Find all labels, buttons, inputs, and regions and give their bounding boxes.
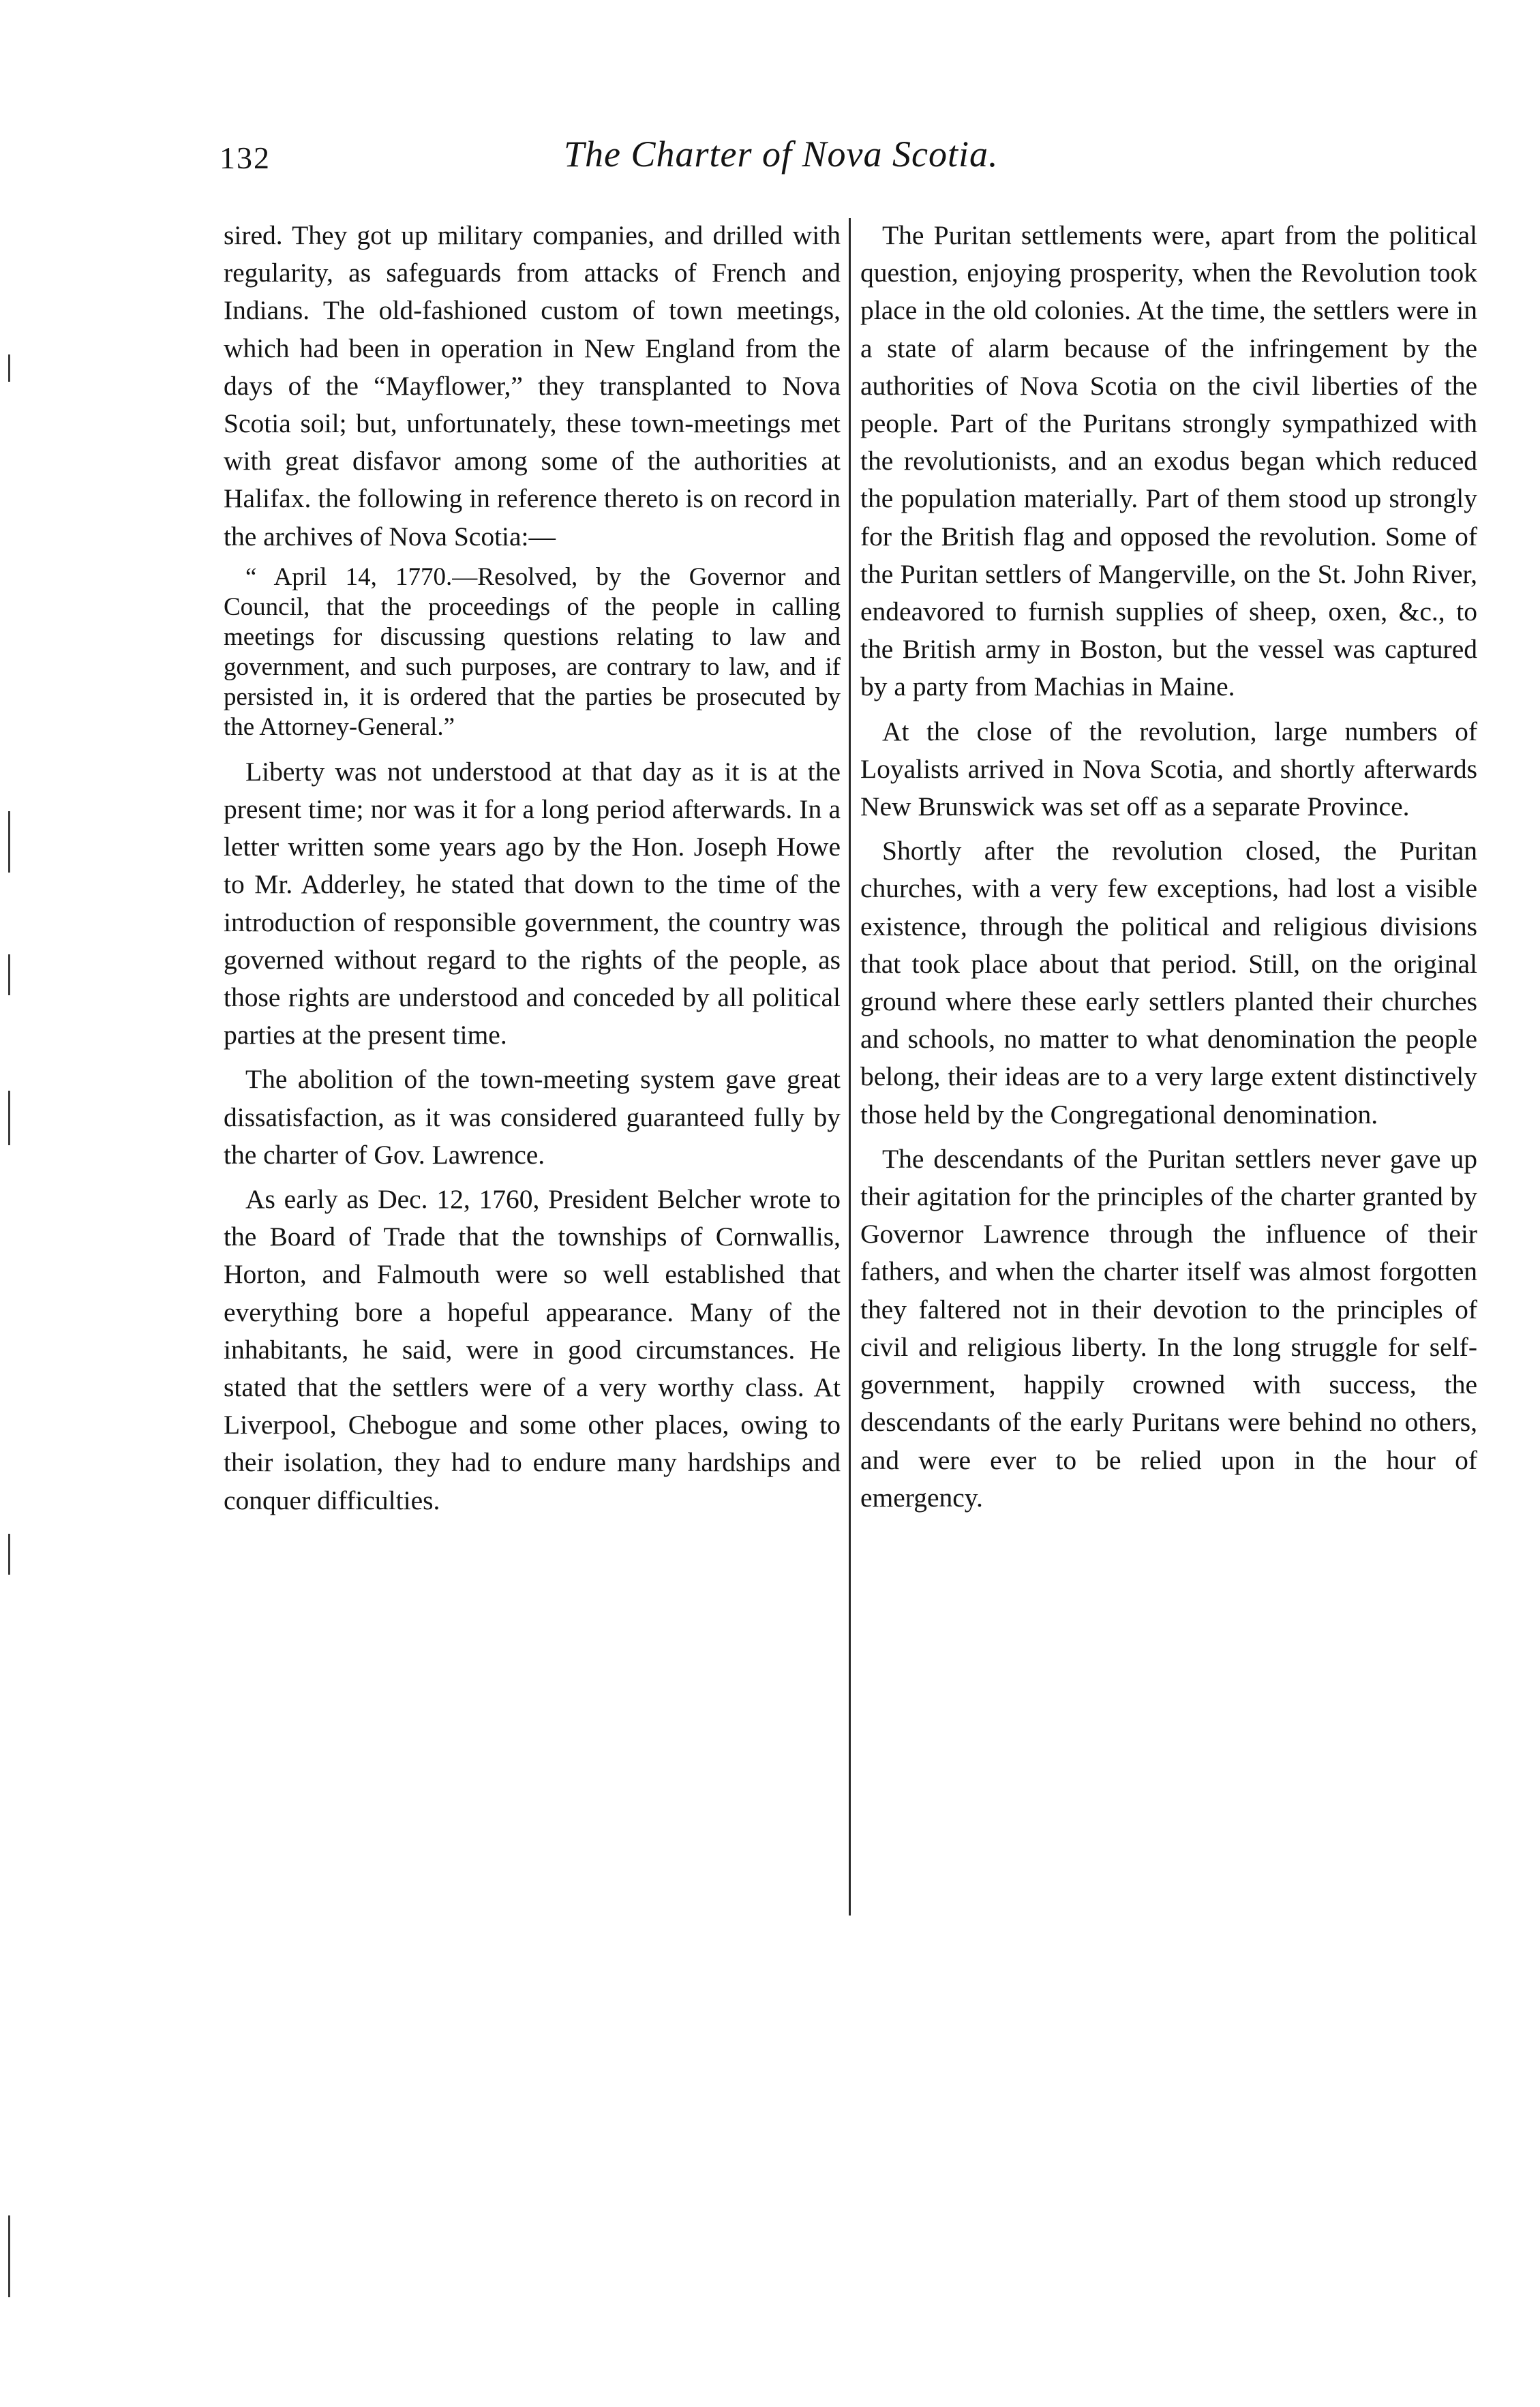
page-number: 132 xyxy=(220,140,271,175)
right-column xyxy=(860,217,1477,1524)
left-column xyxy=(224,217,841,1526)
paragraph: The Puritan settlements were, apart from the political question, enjoying prosperity, when the Revolution took place in the old colonies. At the time, the settlers were in a state of alarm because of the infringement by the authorities of Nova Scotia on the civil liberties of the people. Part of the Puritans strongly sympathized with the revolutionists, and an exodus began which reduced the population materially. Part of them stood up strongly for the British flag and opposed the revolution. Some of the Puritan settlers of Mangerville, on the St. John River, endeavored to furnish supplies of sheep, oxen, &c., to the British army in Boston, but the vessel was captured by a party from Machias in Maine. xyxy=(860,220,1477,702)
paragraph: sired. They got up military companies, and drilled with regularity, as safeguards from attacks of French and Indians. The old-fashioned custom of town meetings, which had been in operation in New England from the days of the “Mayflower,” they transplanted to Nova Scotia soil; but, unfortunately, these town-meetings met with great disfavor among some of the authorities at Halifax. the following in reference thereto is on record in the archives of Nova Scotia:— xyxy=(224,220,841,551)
paragraph: At the close of the revolution, large numbers of Loyalists arrived in Nova Scotia, and shortly afterwards New Brunswick was set off as a separate Province. xyxy=(860,716,1477,822)
paragraph: Shortly after the revolution closed, the Puritan churches, with a very few exceptions, had lost a visible existence, through the political and religious divisions that took place about that period. Still, on the original ground where these early settlers planted their churches and schools, no matter to what denomination the people belong, their ideas are to a very large extent distinctively those held by the Congregational denomination. xyxy=(860,836,1477,1130)
running-title: The Charter of Nova Scotia. xyxy=(564,134,999,175)
page-header xyxy=(220,133,1106,181)
scan-margin-marks xyxy=(0,0,27,2407)
column-divider xyxy=(849,218,851,1916)
paragraph: The descendants of the Puritan settlers never gave up their agitation for the principles of the charter granted by Governor Lawrence through the influence of their fathers, and when the charter itself was almost forgotten they faltered not in their devotion to the principles of civil and religious liberty. In the long struggle for self-government, happily crowned with success, the descendants of the early Puritans were behind no others, and were ever to be relied upon in the hour of emergency. xyxy=(860,1143,1477,1513)
paragraph: As early as Dec. 12, 1760, President Belcher wrote to the Board of Trade that the townships of Cornwallis, Horton, and Falmouth were so well established that everything bore a hopeful appearance. Many of the inhabitants, he said, were in good circumstances. He stated that the settlers were of a very worthy class. At Liverpool, Chebogue and some other places, owing to their isolation, they had to endure many hardships and conquer difficulties. xyxy=(224,1184,841,1515)
paragraph: The abolition of the town-meeting system gave great dissatisfaction, as it was considered guaranteed fully by the charter of Gov. Lawrence. xyxy=(224,1064,841,1170)
paragraph: Liberty was not understood at that day as it is at the present time; nor was it for a long period afterwards. In a letter written some years ago by the Hon. Joseph Howe to Mr. Adderley, he stated that down to the time of the introduction of responsible government, the country was governed without regard to the rights of the people, as those rights are understood and conceded by all political parties at the present time. xyxy=(224,756,841,1050)
quoted-resolution: “ April 14, 1770.—Resolved, by the Governor and Council, that the proceedings of the people in calling meetings for discussing questions relating to law and government, and such purposes, are contrary to law, and if persisted in, it is ordered that the parties be prosecuted by the Attorney-General.” xyxy=(224,562,841,741)
